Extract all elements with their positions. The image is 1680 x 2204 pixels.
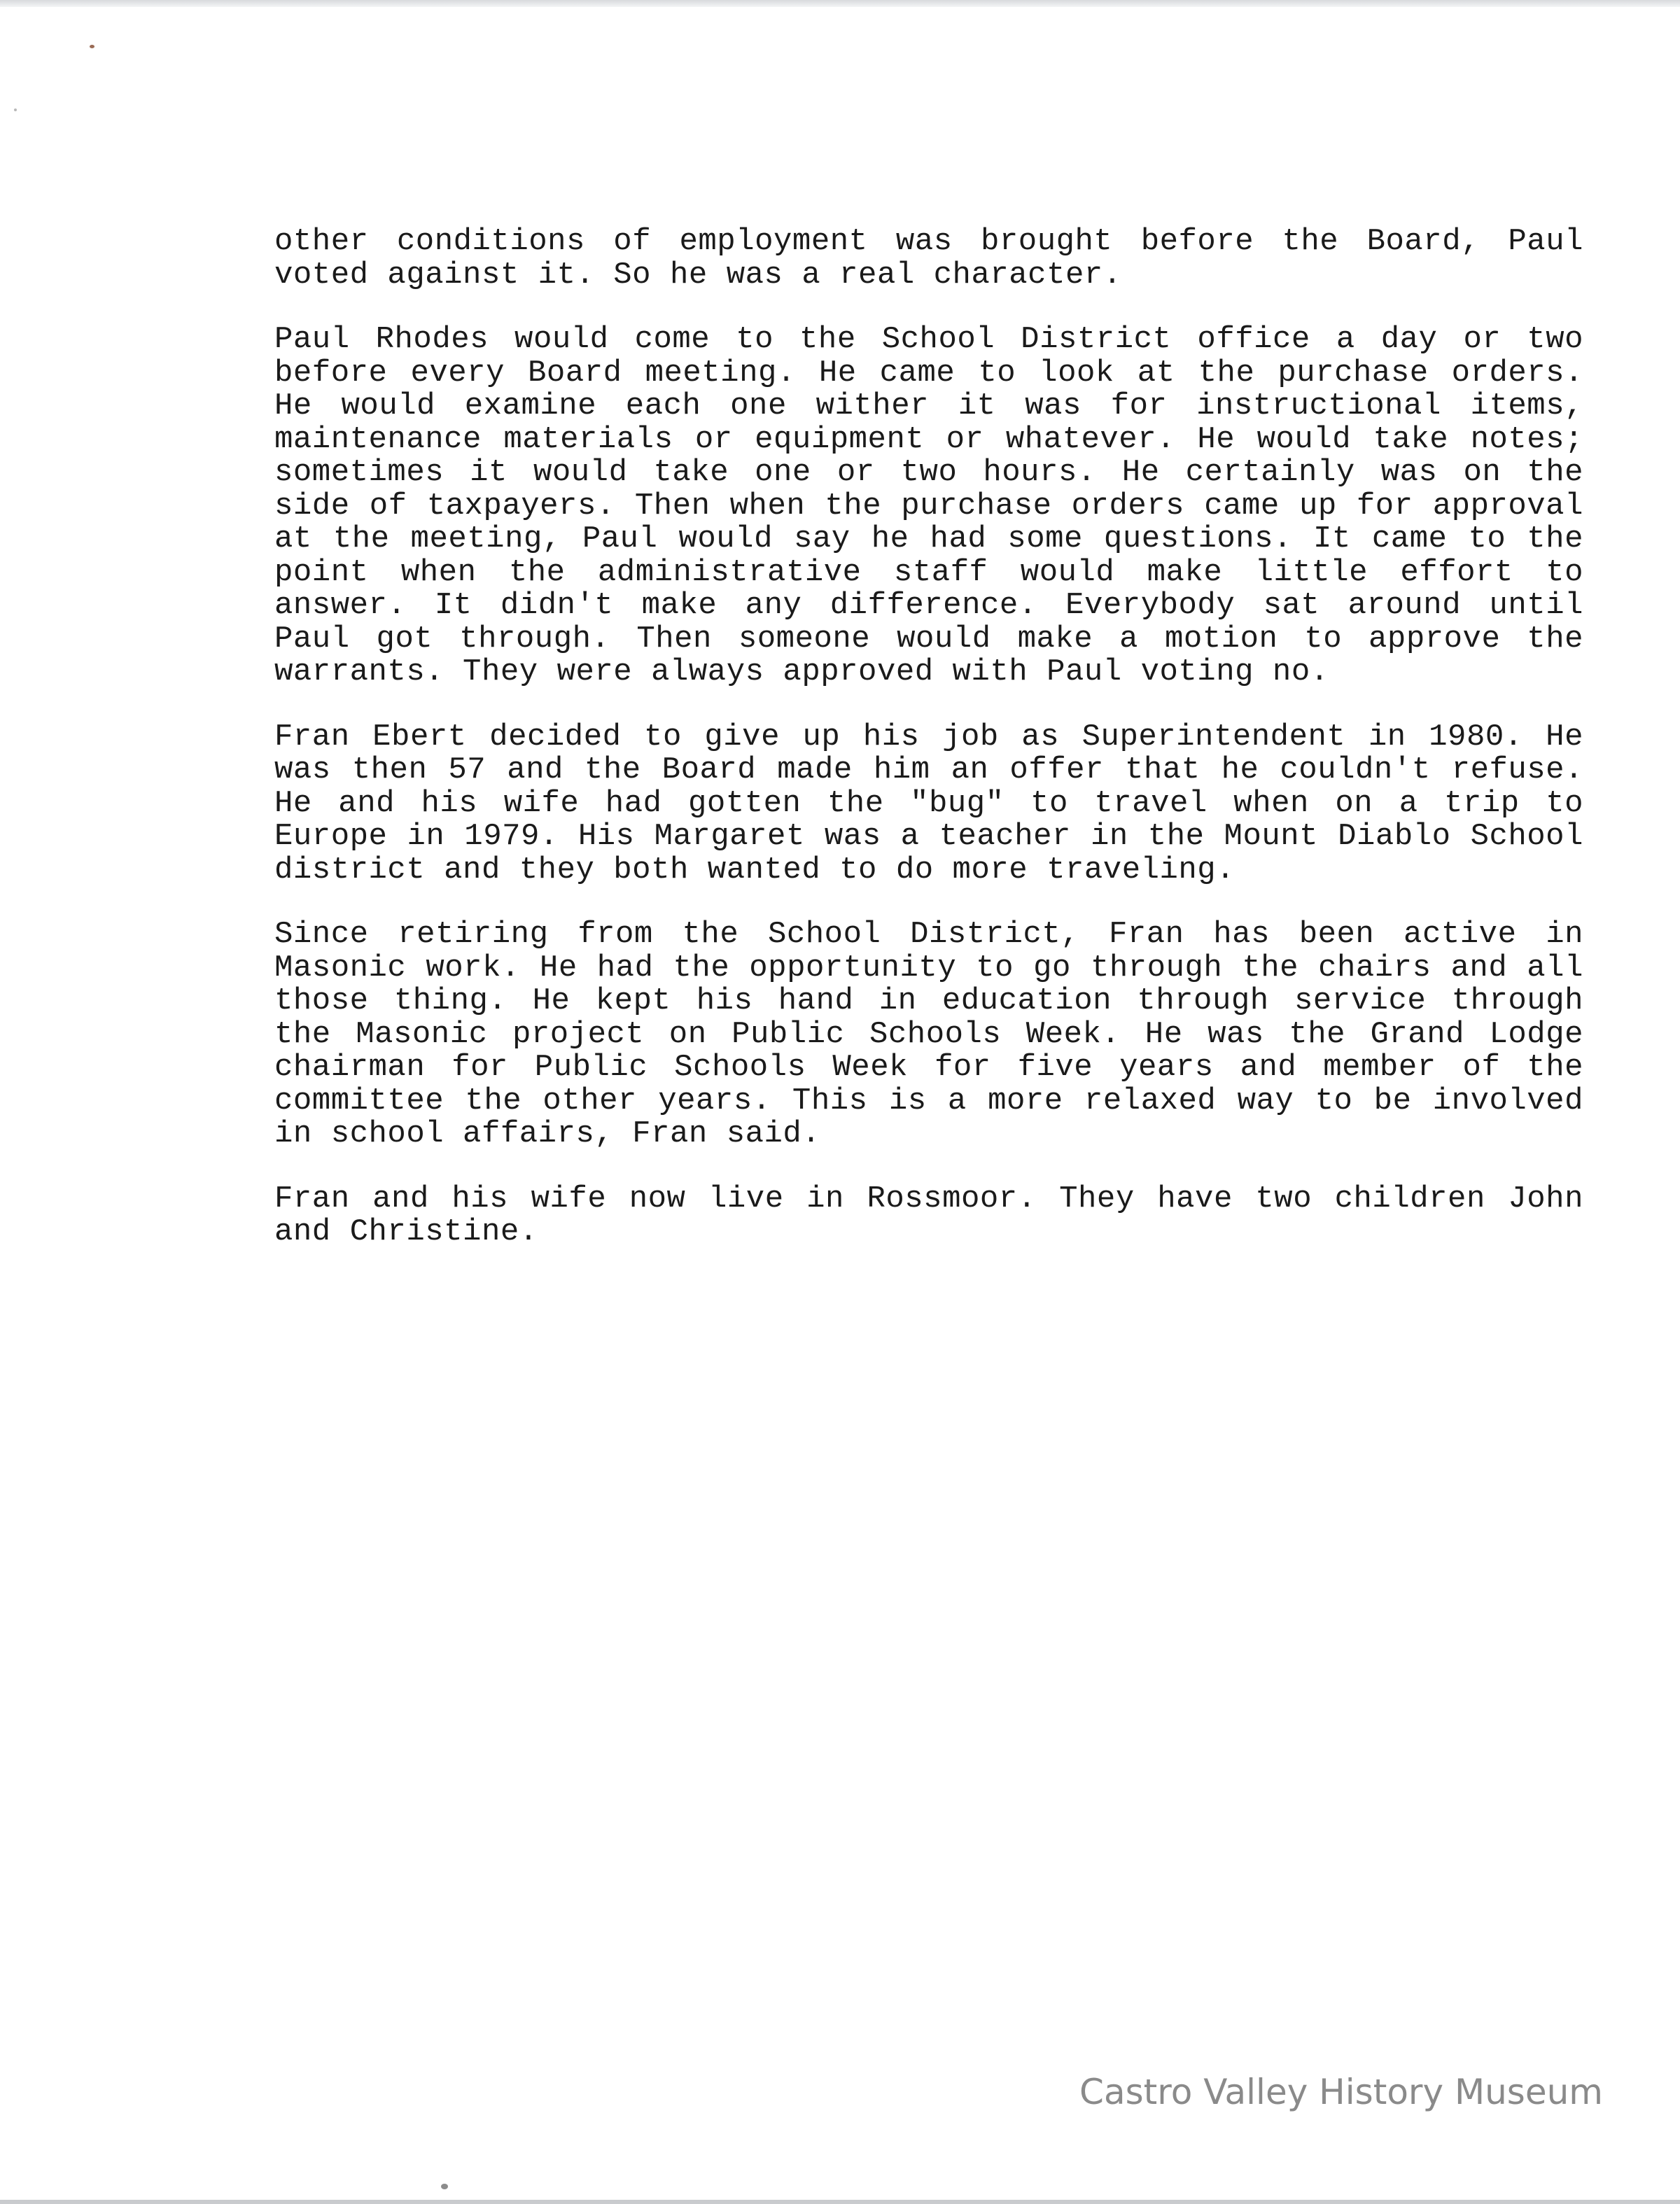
paragraph-1: other conditions of employment was brought before the Board, Paul voted against it. So he was a real character. — [274, 224, 1583, 293]
scan-speck — [441, 2184, 448, 2189]
scan-top-edge — [0, 0, 1680, 7]
document-body — [274, 225, 1583, 1281]
paragraph-2: Paul Rhodes would come to the School District office a day or two before every Board meeting. He came to look at the purchase orders. He would examine each one wither it was for instructional items, maintenance materials or equipment or whatever. He would take notes; sometimes it would take one or two hours. He certainly was on the side of taxpayers. Then when the purchase orders came up for approval at the meeting, Paul would say he had some questions. It came to the point when the administrative staff would make little effort to answer. It didn't make any difference. Everybody sat around until Paul got through. Then someone would make a motion to approve the warrants. They were always approved with Paul voting no. — [274, 322, 1583, 689]
paragraph-3: Fran Ebert decided to give up his job as Superintendent in 1980. He was then 57 and the Board made him an offer that he couldn't refuse. He and his wife had gotten the "bug" to travel when on a trip to Europe in 1979. His Margaret was a teacher in the Mount Diablo School district and they both wanted to do more traveling. — [274, 719, 1583, 887]
scan-bottom-edge — [0, 2200, 1680, 2204]
paragraph-5: Fran and his wife now live in Rossmoor. They have two children John and Christine. — [274, 1181, 1583, 1249]
museum-watermark: Castro Valley History Museum — [1079, 2072, 1603, 2112]
paragraph-4: Since retiring from the School District, Fran has been active in Masonic work. He had the opportunity to go through the chairs and all those thing. He kept his hand in education through service through the Masonic project on Public Schools Week. He was the Grand Lodge chairman for Public Schools Week for five years and member of the committee the other years. This is a more relaxed way to be involved in school affairs, Fran said. — [274, 917, 1583, 1151]
scan-speck — [90, 45, 94, 48]
scan-speck — [14, 108, 17, 111]
